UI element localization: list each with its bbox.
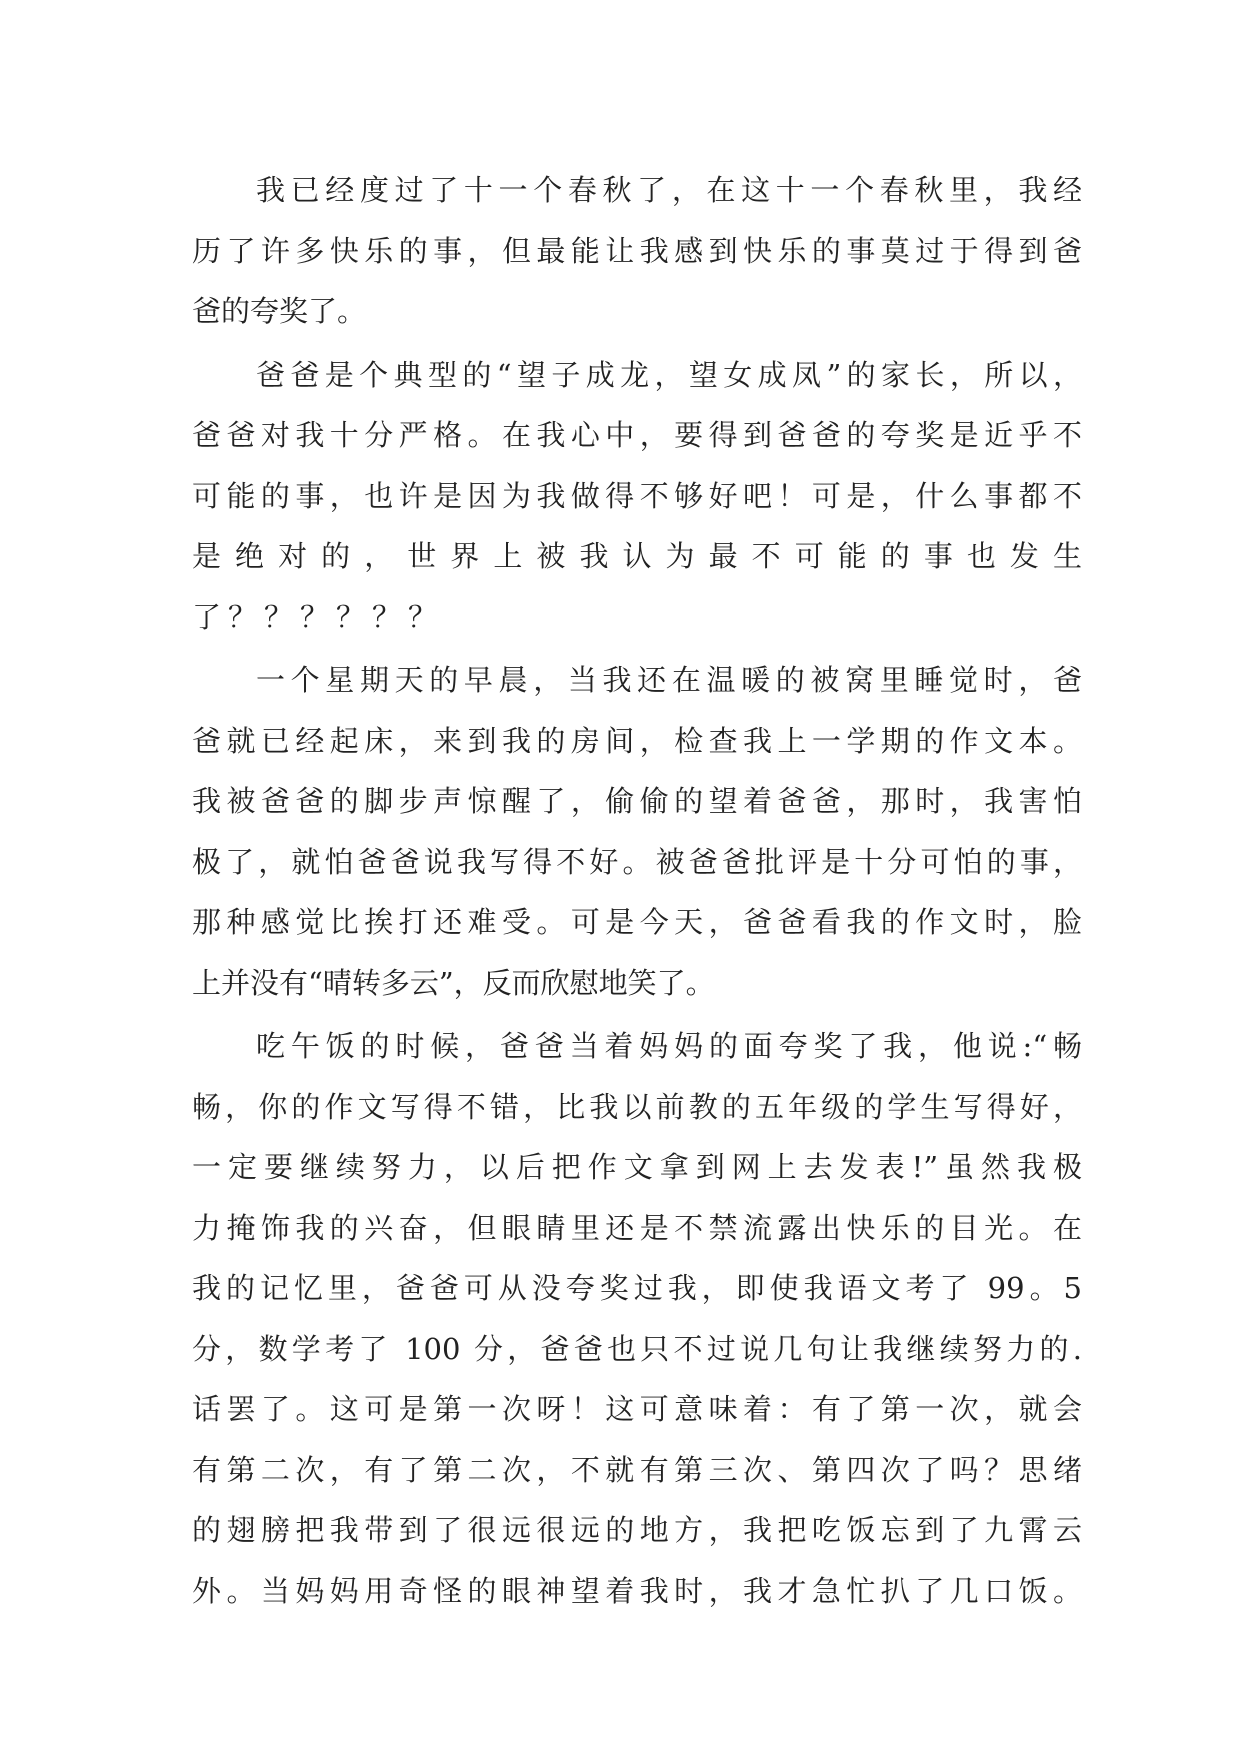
paragraph-4-line-5: 我的记忆里，爸爸可从没夸奖过我，即使我语文考了 99。5 [192,1271,1082,1305]
paragraph-1-line-3: 爸的夸奖了。 [192,294,367,328]
paragraph-3-line-4: 极了，就怕爸爸说我写得不好。被爸爸批评是十分可怕的事， [192,844,1082,879]
essay-body [192,160,1082,1621]
paragraph-2-line-5: 了？？？？？？ [192,599,445,634]
paragraph-2-line-2: 爸爸对我十分严格。在我心中，要得到爸爸的夸奖是近乎不 [192,418,1082,452]
paragraph-3-line-3: 我被爸爸的脚步声惊醒了，偷偷的望着爸爸，那时，我害怕 [192,784,1082,818]
paragraph-3-line-5: 那种感觉比挨打还难受。可是今天，爸爸看我的作文时，脸 [192,905,1082,939]
paragraph-4-line-6: 分，数学考了 100 分，爸爸也只不过说几句让我继续努力的. [192,1331,1082,1366]
paragraph-4-line-1: 吃午饭的时候，爸爸当着妈妈的面夸奖了我，他说:“畅 [256,1029,1082,1063]
paragraph-4-line-9: 的翅膀把我带到了很远很远的地方，我把吃饭忘到了九霄云 [192,1513,1082,1547]
paragraph-2-line-4: 是绝对的，世界上被我认为最不可能的事也发生 [192,539,1082,573]
paragraph-3-line-2: 爸就已经起床，来到我的房间，检查我上一学期的作文本。 [192,723,1082,758]
paragraph-4-line-7: 话罢了。这可是第一次呀！这可意味着：有了第一次，就会 [192,1392,1082,1426]
paragraph-4-line-4: 力掩饰我的兴奋，但眼睛里还是不禁流露出快乐的目光。在 [192,1210,1082,1245]
paragraph-3-line-1: 一个星期天的早晨，当我还在温暖的被窝里睡觉时，爸 [256,663,1082,697]
paragraph-4-line-8: 有第二次，有了第二次，不就有第三次、第四次了吗？思绪 [192,1452,1082,1487]
paragraph-4-line-10: 外。当妈妈用奇怪的眼神望着我时，我才急忙扒了几口饭。 [192,1573,1082,1608]
paragraph-4-line-3: 一定要继续努力，以后把作文拿到网上去发表!”虽然我极 [192,1150,1082,1184]
paragraph-2-line-1: 爸爸是个典型的“望子成龙，望女成凤”的家长，所以， [256,357,1082,392]
paragraph-3-line-6: 上并没有“晴转多云”，反而欣慰地笑了。 [192,965,715,1000]
paragraph-1-line-2: 历了许多快乐的事，但最能让我感到快乐的事莫过于得到爸 [192,233,1082,268]
paragraph-2-line-3: 可能的事，也许是因为我做得不够好吧！可是，什么事都不 [192,478,1082,513]
paragraph-4-line-2: 畅，你的作文写得不错，比我以前教的五年级的学生写得好， [192,1089,1082,1124]
paragraph-1-line-1: 我已经度过了十一个春秋了，在这十一个春秋里，我经 [256,173,1082,207]
